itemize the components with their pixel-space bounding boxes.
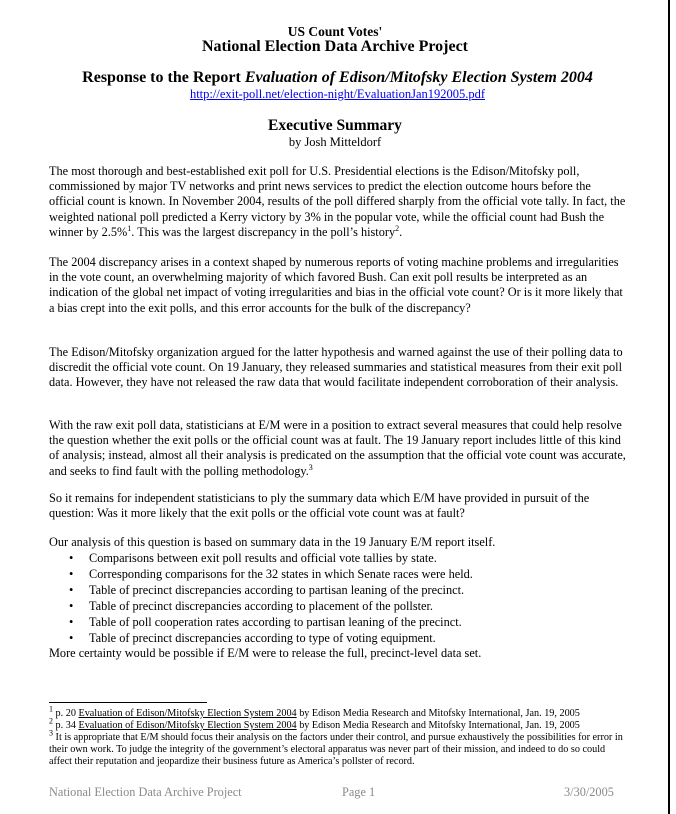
paragraph-1-text-a: The most thorough and best-established exit poll for U.S. Presidential elections is the Edison/Mitofsky poll, commissioned by major TV networks and print news services to predict the election outcome hours before the official count is known. In November 2004, results of the poll differed sharply from the official vote tally. In fact, the weighted national poll predicted a Kerry victory by 3% in the popular vote, while the official count had Bush the winner by 2.5% <box>49 164 626 239</box>
footnote-number: 1 <box>49 704 53 714</box>
footer-page-number: Page 1 <box>342 785 376 799</box>
footnote-report-title: Evaluation of Edison/Mitofsky Election System 2004 <box>78 720 297 731</box>
list-item <box>49 615 629 631</box>
section-title: Executive Summary <box>268 117 402 134</box>
response-title <box>20 69 655 87</box>
list-item-text: Table of precinct discrepancies according to partisan leaning of the precinct. <box>89 582 465 597</box>
paragraph-2: The 2004 discrepancy arises in a context shaped by numerous reports of voting machine problems and irregularities in the vote count, an overwhelming majority of which favored Bush. Can exit poll results be interpreted as an indication of the global net impact of voting irregularities and bias in the official vote count? Or is it more likely that a bias crept into the exit polls, and this error accounts for the bulk of the discrepancy? <box>49 255 623 315</box>
list-item-text: Table of poll cooperation rates according to partisan leaning of the precinct. <box>89 614 462 629</box>
footnote-ref-2[interactable]: 2 <box>395 223 400 233</box>
list-item <box>49 567 629 583</box>
footnote-text: p. 20 <box>53 708 79 719</box>
paragraph-1-text-b: . This was the largest discrepancy in the poll’s history <box>131 224 396 239</box>
list-item-text: Comparisons between exit poll results and official vote tallies by state. <box>89 551 437 565</box>
org-line: US Count Votes' <box>287 24 383 39</box>
list-item-text: Table of precinct discrepancies according to placement of the pollster. <box>89 598 433 613</box>
list-item <box>49 583 629 599</box>
list-item <box>49 599 629 615</box>
paragraph-4-text: With the raw exit poll data, statisticians at E/M were in a position to extract several measures that could help resolve the question whether the exit polls or the official count was at fault. The 19 January report includes little of this kind of analysis; instead, almost all their analysis is predicated on the assumption that the official vote count was accurate, and seeks to find fault with the polling methodology. <box>49 418 626 478</box>
paragraph-3: The Edison/Mitofsky organization argued for the latter hypothesis and warned against the use of their polling data to discredit the official vote count. On 19 January, they released summaries and statistical measures from their exit poll data. However, they have not released the raw data that would facilitate independent corroboration of their analysis. <box>49 345 623 390</box>
footer-date: 3/30/2005 <box>564 785 614 799</box>
footnote-number: 3 <box>49 728 53 738</box>
footnote-text: It is appropriate that E/M should focus their analysis on the factors under their control, and pursue exhaustively the possibilities for error in their own work. To judge the integrity of the government’s electoral apparatus was never part of their mission, and indeed to do so could affect their reputation and jeopardize their business future as America’s pollster of record. <box>49 732 623 767</box>
footnote-ref-3[interactable]: 3 <box>308 462 313 472</box>
list-item-text: Corresponding comparisons for the 32 states in which Senate races were held. <box>89 566 473 581</box>
footnote-number: 2 <box>49 716 53 726</box>
footnote-report-title: Evaluation of Edison/Mitofsky Election System 2004 <box>78 708 297 719</box>
paragraph-1 <box>49 164 629 240</box>
paragraph-7: More certainty would be possible if E/M were to release the full, precinct-level data set. <box>49 646 482 660</box>
footnote-text: by Edison Media Research and Mitofsky International, Jan. 19, 2005 <box>296 720 580 731</box>
response-prefix: Response to the Report <box>82 69 245 86</box>
bullet-icon: • <box>69 630 74 645</box>
footnote-text: by Edison Media Research and Mitofsky International, Jan. 19, 2005 <box>296 708 580 719</box>
paragraph-5: So it remains for independent statisticians to ply the summary data which E/M have provided in pursuit of the question: Was it more likely that the exit polls or the official vote count was at fault? <box>49 491 590 521</box>
footnote-text: p. 34 <box>53 720 79 731</box>
footnote-3 <box>49 728 629 768</box>
list-item <box>49 551 629 567</box>
bullet-icon: • <box>69 551 74 565</box>
footnote-1 <box>49 704 629 720</box>
list-item-text: Table of precinct discrepancies according to type of voting equipment. <box>89 630 436 645</box>
bullet-icon: • <box>69 566 74 581</box>
footer-project-name: National Election Data Archive Project <box>49 785 242 799</box>
bullet-icon: • <box>69 582 74 597</box>
footnote-2 <box>49 716 629 732</box>
bullet-icon: • <box>69 598 74 613</box>
project-title: National Election Data Archive Project <box>201 38 469 55</box>
analysis-list <box>49 551 629 646</box>
footnotes <box>49 704 629 768</box>
paragraph-4 <box>49 418 629 479</box>
footnote-divider <box>49 702 207 703</box>
response-report-title: Evaluation of Edison/Mitofsky Election System 2004 <box>244 69 593 86</box>
list-item <box>49 631 629 647</box>
footnote-ref-1[interactable]: 1 <box>127 223 132 233</box>
paragraph-6: Our analysis of this question is based on summary data in the 19 January E/M report itself. <box>49 535 496 549</box>
paragraph-1-text-c: . <box>399 224 403 239</box>
bullet-icon: • <box>69 614 74 629</box>
byline: by Josh Mitteldorf <box>288 135 382 149</box>
report-link[interactable]: http://exit-poll.net/election-night/EvaluationJan192005.pdf <box>189 87 486 101</box>
